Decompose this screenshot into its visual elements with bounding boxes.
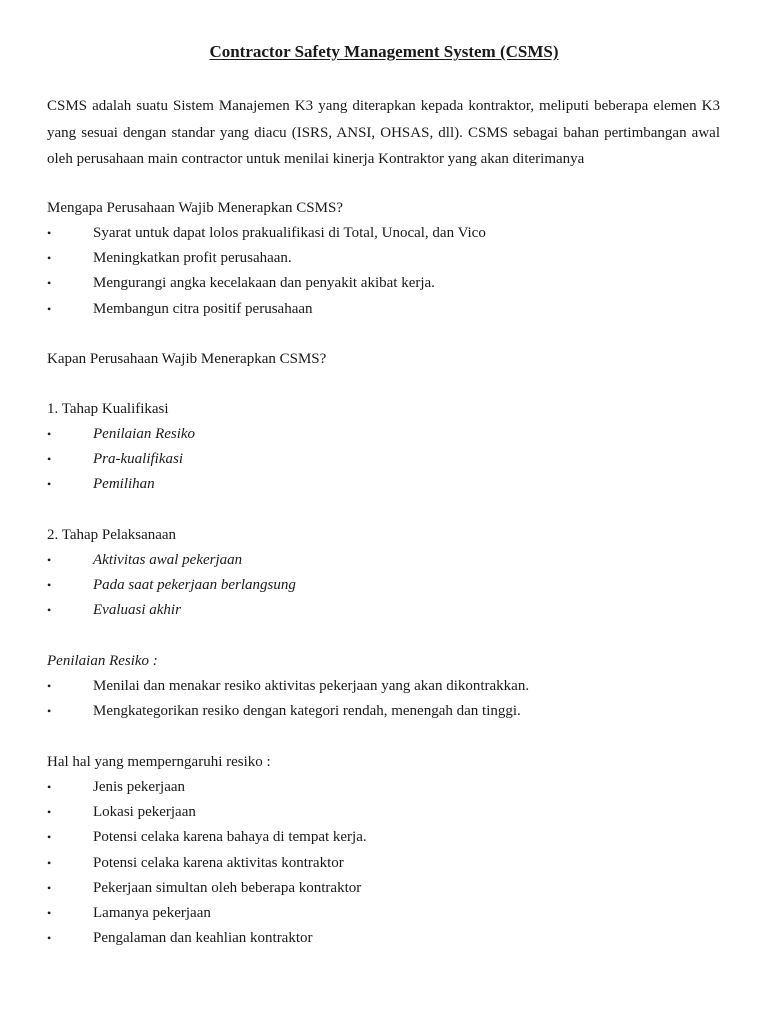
why-heading: Mengapa Perusahaan Wajib Menerapkan CSMS? bbox=[47, 200, 343, 216]
stage1-heading: 1. Tahap Kualifikasi bbox=[47, 401, 169, 417]
risk-list bbox=[47, 676, 727, 726]
bullet-icon: • bbox=[47, 276, 52, 291]
intro-paragraph: CSMS adalah suatu Sistem Manajemen K3 yang diterapkan kepada kontraktor, meliputi beberapa elemen K3 yang sesuai dengan standar yang diacu (ISRS, ANSI, OHSAS, dll). CSMS sebagai bahan pertimbangan awal oleh perusahaan main contractor untuk menilai kinerja Kontraktor yang akan diterimanya bbox=[47, 98, 720, 167]
factors-heading: Hal hal yang memperngaruhi resiko : bbox=[47, 754, 271, 770]
list-item: • Meningkatkan profit perusahaan. bbox=[47, 250, 292, 267]
list-item: • Pada saat pekerjaan berlangsung bbox=[47, 577, 296, 594]
bullet-icon: • bbox=[47, 603, 52, 618]
stage2-list bbox=[47, 550, 727, 626]
bullet-icon: • bbox=[47, 452, 52, 467]
stage2-heading: 2. Tahap Pelaksanaan bbox=[47, 527, 177, 543]
bullet-icon: • bbox=[47, 578, 52, 593]
list-item: • Menilai dan menakar resiko aktivitas pekerjaan yang akan dikontrakkan. bbox=[47, 678, 530, 694]
risk-heading: Penilaian Resiko : bbox=[47, 653, 158, 669]
bullet-icon: • bbox=[47, 830, 52, 845]
list-item: • Membangun citra positif perusahaan bbox=[47, 300, 313, 317]
list-item: • Pemilihan bbox=[47, 476, 155, 493]
bullet-icon: • bbox=[47, 553, 52, 567]
list-item: • Syarat untuk dapat lolos prakualifikasi di Total, Unocal, dan Vico bbox=[47, 225, 486, 241]
list-item: • Pengalaman dan keahlian kontraktor bbox=[47, 930, 313, 947]
bullet-icon: • bbox=[47, 301, 52, 316]
bullet-icon: • bbox=[47, 855, 52, 870]
bullet-icon: • bbox=[47, 477, 52, 492]
why-list bbox=[47, 223, 727, 324]
list-item: • Aktivitas awal pekerjaan bbox=[47, 552, 243, 568]
list-item: • Penilaian Resiko bbox=[47, 426, 196, 442]
bullet-icon: • bbox=[47, 251, 52, 266]
bullet-icon: • bbox=[47, 805, 52, 820]
bullet-icon: • bbox=[47, 880, 52, 895]
bullet-icon: • bbox=[47, 905, 52, 920]
bullet-icon: • bbox=[47, 704, 52, 719]
factors-list bbox=[47, 777, 727, 953]
list-item: • Mengurangi angka kecelakaan dan penyakit akibat kerja. bbox=[47, 275, 435, 292]
bullet-icon: • bbox=[47, 427, 52, 441]
list-item: • Evaluasi akhir bbox=[47, 602, 181, 619]
list-item: • Potensi celaka karena bahaya di tempat kerja. bbox=[47, 829, 367, 846]
bullet-icon: • bbox=[47, 679, 52, 693]
bullet-icon: • bbox=[47, 226, 52, 240]
bullet-icon: • bbox=[47, 780, 52, 794]
stage1-list bbox=[47, 424, 727, 500]
list-item: • Potensi celaka karena aktivitas kontraktor bbox=[47, 854, 344, 871]
list-item: • Pra-kualifikasi bbox=[47, 451, 183, 468]
document-title: Contractor Safety Management System (CSMS) bbox=[209, 42, 559, 61]
list-item: • Lamanya pekerjaan bbox=[47, 904, 211, 921]
list-item: • Jenis pekerjaan bbox=[47, 779, 186, 795]
list-item: • Lokasi pekerjaan bbox=[47, 804, 196, 821]
list-item: • Pekerjaan simultan oleh beberapa kontraktor bbox=[47, 879, 362, 896]
list-item: • Mengkategorikan resiko dengan kategori rendah, menengah dan tinggi. bbox=[47, 703, 521, 720]
when-heading: Kapan Perusahaan Wajib Menerapkan CSMS? bbox=[47, 351, 327, 367]
bullet-icon: • bbox=[47, 931, 52, 946]
